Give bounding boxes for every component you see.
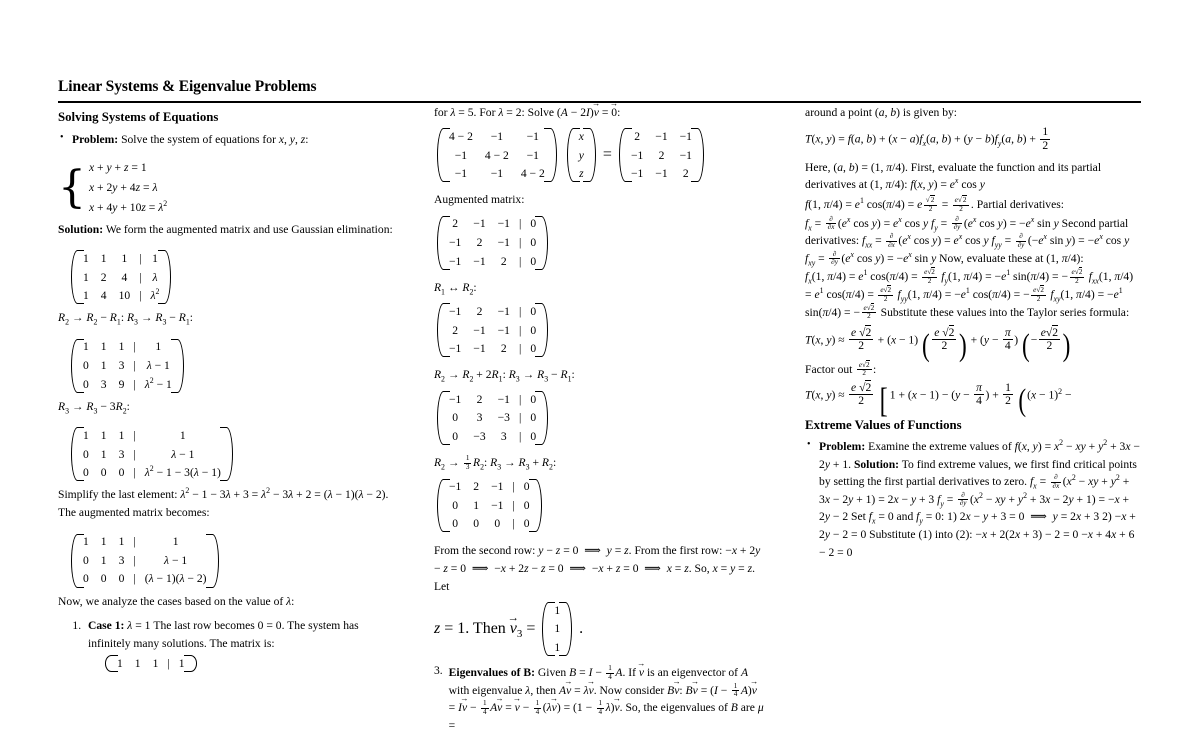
table-row [443,165,551,184]
matrix-cell: 2 [452,217,459,231]
matrix-cell: 2 [476,392,483,406]
table-row [77,570,213,589]
matrix-cell: −1 [448,304,462,318]
table-row [443,215,542,234]
matrix-cell: 2 [476,304,483,318]
table-row [443,321,542,340]
matrix-cell: 0 [452,429,459,443]
list-number: 3. [433,664,443,678]
table-row [443,427,542,446]
matrix-divider: | [518,323,522,337]
matrix-paren-left [434,127,443,183]
matrix-paren-right [542,390,551,446]
matrix-3-wrap [68,422,394,486]
matrix-cell: 1 [118,535,125,549]
taylor-approx-formula: T(x, y) ≈ $\frac{e √2}{2}$ + (x − 1) ( $\frac{e √2}{2}$ ) + (y − $\frac{\pi}{4}$ ) (− $\frac{e√2}{2}$ ) [805,326,1071,364]
matrix-cell: $\lambda^2 - 1 - 3(\lambda - 1)$ [144,464,221,480]
matrix-cell: 1 [100,553,107,567]
case-list [58,617,394,673]
list-item [84,617,394,673]
matrix-divider: | [512,498,515,512]
matrix-divider: | [518,304,522,318]
simplify-paragraph: Simplify the last element: $\lambda^2 - 1 - 3\lambda + 3 = \lambda^2 - 3\lambda + 2 = (\lambda - 1)(\lambda - 2)$. The augmented matrix becomes: [58,486,389,520]
matrix-cell: 0 [118,466,125,480]
list-item [58,131,394,149]
table-row [443,515,536,534]
matrix-cell: −1 [448,342,462,356]
matrix-cell: 0 [530,342,537,356]
problem-bullet-list [58,131,394,149]
matrix-cell: 9 [118,377,125,391]
matrix-cell: 0 [530,304,537,318]
matrix-cell: 1 [134,656,141,670]
matrix-paren-right [178,338,187,394]
table-row [625,127,698,146]
matrix-cell: −1 [655,167,668,181]
matrix-cell: 3 [500,429,507,443]
matrix-cell: 4 − 2 [484,148,509,162]
matrix-paren-left [434,215,443,271]
matrix-cell: −1 [473,254,486,268]
matrix-paren-left [434,478,443,534]
matrix-paren-left [68,249,77,305]
matrix-paren-right [590,127,599,183]
matrix-divider: | [167,656,170,670]
matrix-paren-right [542,215,551,271]
matrix-cell: 1 [117,656,123,670]
matrix-cell: 0 [523,480,530,494]
matrix-cell: −1 [526,129,539,143]
partials-line: $f_x$ = $\frac{\partial}{\partial x}$ ($e^x$ $\cos y) = e^x$ cos y $f_y$ = $\frac{\partial}{\partial y}$ ($e^x$ $\cos y) = -e^x$ sin y Second partial derivatives: $f_{xx}$ = $\frac{\partial}{\partial x}$ ($e^x$ $\cos y) = e^x$ cos y $f_{yy}$ = $\frac{\partial}{\partial y}$ ($-e^x$ $\sin y) = -e^x$ cos y $f_{xy}$ = $\frac{\partial}{\partial y}$ ($e^x$ $\cos y) = -e^x$ sin y Now, evaluate these at (1, π/4): [805,214,1130,268]
matrix-cell: x [578,129,584,143]
matrix-divider: | [133,377,136,391]
table-row [625,146,698,165]
matrix-cell: −1 [454,148,468,162]
table-row [77,533,213,552]
matrix-paren-right [698,127,707,183]
matrix-cell: 2 [500,254,507,268]
matrix-divider: | [133,359,136,373]
solution-text: To find extreme values, we first find critical points by setting the first partial derivatives to zero. $f_x$ = $\frac{\partial}{\partial x}$ ($x^2$ − xy + $y^2 + 3x - 2y + 1) = 2x - y + 3$ $f_y$ = $\frac{\partial}{\partial y}$ ($x^2$ − xy + $y^2 + 3x - 2y + 1) = -x + 2y - 2$ Set $f_x = 0$ and $f_y = 0$: 1) 2x − y + 3 = 0 ⟹ y = 2x + 3 2) −x + 2y − 2 = 0 Substitute (1) into (2): −x + 2(2x + 3) − 2 = 0 −x + 4x + 6 − 2 = 0 [819,457,1137,559]
matrix-cell: −1 [491,480,504,494]
matrix-cell: 0 [118,572,125,586]
matrix-cell: λ − 1 [171,447,195,461]
row-operation-b: $R_2 \to R_2 + 2R_1$: $R_3 \to R_3 - R_1$: [433,368,575,384]
right-column [805,104,1141,652]
matrix-cell: λ [152,270,158,284]
matrix-cell: 0 [452,498,459,512]
matrix-cell: 1 [118,428,125,442]
vector-v3 [539,601,575,657]
matrix-cell: −1 [491,498,504,512]
solve-rows-text: From the second row: y − z = 0 ⟹ y = z. From the first row: −x + 2y − z = 0 ⟹ −x + 2z − z = 0 ⟹ −x + z = 0 ⟹ x = z. So, x = y = z. Let [433,544,761,593]
matrix-cell: 1 [83,289,89,303]
matrix-cell: 2 [100,270,107,284]
matrix-paren-left [564,127,573,183]
matrix-paren-left [616,127,625,183]
matrix-cell: 0 [452,411,459,425]
matrix-cell: 1 [83,535,89,549]
matrix-divider: | [139,270,142,284]
matrix-cell: 0 [530,429,537,443]
factor-out-value: $\frac{e√2}{2}$ [858,360,870,378]
table-row [111,654,191,673]
table-row [625,165,698,184]
matrix-cell: 1 [83,340,89,354]
matrix-cell: 0 [530,411,537,425]
matrix-cell: −1 [497,323,510,337]
matrix-result [616,127,707,183]
row-operation-1: $R_2 \to R_2 - R_1$: $R_3 \to R_3 - R_1$: [58,311,194,327]
matrix-cell: 0 [83,359,89,373]
matrix-paren-left [68,426,77,482]
table-row [77,287,165,306]
matrix-cell: 0 [83,377,89,391]
matrix-divider: | [133,553,136,567]
matrix-cell: 1 [473,498,480,512]
matrix-cell: 3 [118,447,125,461]
table-row [443,146,551,165]
matrix-cell: 2 [658,148,665,162]
matrix-1-wrap [68,245,394,309]
matrix-5-wrap [102,654,394,673]
table-row [77,249,165,268]
eigen-equation-row [434,123,765,187]
matrix-cell: −1 [679,148,692,162]
matrix-cell: −1 [497,392,510,406]
matrix-paren-right [551,127,560,183]
matrix-paren-right [191,654,200,673]
augmented-matrix-1 [68,249,174,305]
eval-line-1: f(1, $\pi/4) = e^1$ cos(π/4) = e $\frac{√2}{2}$ = $\frac{e√2}{2}$ . Partial derivatives: [805,196,1064,213]
matrix-cell: −1 [448,254,462,268]
matrix-cell: 1 [100,251,107,265]
middle-column [433,104,765,733]
matrix-paren-right [165,249,174,305]
matrix-cell: −1 [630,148,644,162]
matrix-divider: | [518,342,522,356]
table-row [443,127,551,146]
matrix-cell: 1 [179,428,186,442]
matrix-cell: −1 [497,304,510,318]
matrix-cell: 2 [476,236,483,250]
matrix-cell: 0 [83,572,89,586]
augmented-matrix-c [434,390,551,446]
case-1-text: λ = 1 The last row becomes 0 = 0. The system has infinitely many solutions. The matrix is: [88,619,359,650]
matrix-cell: λ − 1 [146,359,170,373]
matrix-paren-left [434,390,443,446]
matrix-divider: | [133,572,136,586]
extreme-problem-list [805,438,1141,561]
here-text: Here, (a, b) = (1, π/4). First, evaluate the function and its partial derivatives at (1, π/4): f(x, $y) = e^x$ cos y [805,160,1102,192]
matrix-cell: 0 [494,517,501,531]
matrix-cell: −1 [473,342,486,356]
matrix-cell: λ − 1 [164,553,188,567]
matrix-cell: 3 [118,359,125,373]
matrix-cell: 10 [118,289,131,303]
period: . [579,620,584,638]
augmented-matrix-d [434,478,545,534]
matrix-divider: | [518,429,522,443]
system-equation-2: x + 2y + 4z = λ [89,180,158,194]
matrix-divider: | [518,254,522,268]
problem-text: Solve the system of equations for x, y, z: [121,133,309,147]
matrix-paren-left [434,302,443,358]
matrix-divider: | [512,517,515,531]
table-row [443,409,542,428]
table-row [77,375,178,394]
matrix-paren-left [102,654,111,673]
problem-label: Problem: [819,439,866,453]
matrix-cell: −1 [497,236,510,250]
fraction-one-half: $\frac{1}{2}$ [1042,125,1049,152]
matrix-divider: | [512,480,515,494]
matrix-cell: 4 [121,270,128,284]
matrix-cell: 1 [100,535,107,549]
around-point-text: around a point (a, b) is given by: [805,105,958,119]
table-row [443,252,542,271]
solution-label: Solution: [853,457,900,471]
matrix-cell: 1 [100,447,107,461]
section-heading-extreme-values: Extreme Values of Functions [805,417,962,432]
vector-xyz [564,127,599,183]
table-row [77,464,227,483]
matrix-cell: 3 [476,411,483,425]
matrix-cell: −1 [490,167,504,181]
matrix-4-wrap [68,529,394,593]
matrix-cell: 1 [83,251,89,265]
matrix-divider: | [139,289,142,303]
matrix-cell: 4 − 2 [448,129,473,143]
matrix-cell: 0 [83,447,89,461]
matrix-divider: | [133,447,136,461]
matrix-cell: −3 [497,411,510,425]
matrix-cell: −1 [526,148,539,162]
matrix-cell: 1 [121,251,128,265]
left-column [58,104,394,670]
matrix-cell: −1 [454,167,468,181]
matrix-paren-left [68,338,77,394]
solution-text: We form the augmented matrix and use Gaussian elimination: [105,222,393,236]
table-row [443,496,536,515]
matrix-divider: | [133,340,136,354]
matrix-cell: 4 − 2 [520,167,545,181]
case-1-label: Case 1: [88,619,125,633]
matrix-cell: 0 [530,254,537,268]
taylor-formula: T(x, y) = f(a, $b) + (x - a)f_x(a$, $b) + (y - b)f_y(a$, b) + $\frac{1}{2}$ [805,125,1049,152]
fraction-one-third: $\frac{1}{3}$ [465,453,470,471]
matrix-cell: 2 [452,323,459,337]
table-row [77,426,227,445]
matrix-cell: 1 [100,428,107,442]
matrix-cell: 1 [172,535,179,549]
matrix-cell: 0 [100,572,107,586]
eval-block: $f_x(1$, $\pi/4) = e^1$ cos(π/4) = $\frac{e√2}{2}$ $f_y(1$, $\pi/4) = -e^1$ sin(π/4) = − $\frac{e√2}{2}$ $f_{xx}(1$, $\pi/4) = e^1$ cos(π/4) = $\frac{e√2}{2}$ $f_{yy}(1$, $\pi/4) = -e^1$ cos(π/4) = − $\frac{e√2}{2}$ $f_{xy}(1$, $\pi/4) = -e^1$ sin(π/4) = − $\frac{e√2}{2}$ Substitute these values into the Taylor series formula: [805,268,1134,321]
v3-prefix: z = 1. Then $v \to_3$ = [434,620,535,638]
matrix-divider: | [133,535,136,549]
matrix-cell: 1 [152,251,158,265]
matrix-paren-right [542,302,551,358]
solution-paragraph [58,221,394,239]
matrix-cell: (λ − 1)(λ − 2) [144,572,207,586]
row-operation-2: $R_3 \to R_3 - 3R_2$: [58,399,130,416]
matrix-cell: 1 [83,428,89,442]
matrix-cell: 1 [178,656,185,670]
matrix-cell: 1 [554,641,561,655]
table-row [77,338,178,357]
matrix-cell: −1 [473,323,486,337]
three-column-layout [58,104,1141,733]
matrix-cell: 1 [100,340,107,354]
matrix-paren-right [227,426,236,482]
matrix-divider: | [139,251,142,265]
matrix-paren-right [536,478,545,534]
matrix-cell: 0 [530,323,537,337]
cases-intro: Now, we analyze the cases based on the value of λ: [58,594,295,608]
problem-label: Problem: [72,133,119,147]
matrix-cell: 2 [682,167,689,181]
matrix-cell: z [579,167,584,181]
eigenvalues-b-paragraph [449,664,765,734]
page-title: Linear Systems & Eigenvalue Problems [58,78,1141,103]
matrix-cell: 0 [523,498,530,512]
factor-out-label: Factor out [805,362,853,376]
mid-intro-text: for λ = 5. For λ = 2: Solve (A − 2I)v → = 0 →: [434,104,765,122]
table-row [443,390,542,409]
matrix-cell: 1 [100,359,107,373]
matrix-cell: 1 [554,603,561,617]
eigen-label: Eigenvalues of B: [448,666,535,680]
matrix-cell: −1 [655,129,668,143]
matrix-cell: −1 [448,480,462,494]
matrix-divider: | [133,428,136,442]
matrix-divider: | [518,411,522,425]
matrix-cell: 0 [530,217,537,231]
matrix-cell: 0 [530,392,537,406]
matrix-cell: 0 [83,466,89,480]
matrix-cell: 0 [452,517,459,531]
matrix-divider: | [518,236,522,250]
matrix-paren-left [68,533,77,589]
table-row [443,478,536,497]
vector-v3-row [434,597,765,661]
system-equation-1: x + y + z = 1 [89,160,147,174]
eigen-text: Given B = I − $\frac{1}{4}$ A. If v → is an eigenvector of A with eigenvalue λ, then Av → = λv →. Now consider Bv →: Bv → = (I − $\frac{1}{4}$ A)v → = Iv → − $\frac{1}{4}$ Av → = v → − $\frac{1}{4}$ (λv →) = (1 − $\frac{1}{4}$ λ)v →. So, the eigenvalues of B are μ = [449,666,764,732]
table-row [443,340,542,359]
augmented-matrix-2 [68,338,187,394]
matrix-cell: 1 [152,656,159,670]
matrix-cell: 2 [634,129,641,143]
matrix-cell: 1 [118,340,125,354]
matrix-cell: 2 [500,342,507,356]
matrix-cell: −1 [473,217,486,231]
matrix-cell: y [578,148,584,162]
eigenvalues-b-item [434,664,765,734]
matrix-cell: 0 [100,466,107,480]
augmented-matrix-3 [68,426,236,482]
matrix-cell: 0 [523,517,530,531]
matrix-divider: | [133,466,136,480]
section-heading-solving-systems: Solving Systems of Equations [58,109,219,124]
matrix-paren-right [566,601,575,657]
matrix-cell: 3 [100,377,107,391]
equals-sign: = [602,146,612,164]
matrix-cell: 1 [554,622,561,636]
left-brace: { [58,161,86,213]
matrix-cell: −1 [497,217,510,231]
matrix-cell: −1 [448,236,462,250]
matrix-divider: | [518,392,522,406]
matrix-A-minus-2I [434,127,560,183]
matrix-cell: −1 [490,129,504,143]
list-item [805,438,1141,561]
matrix-cell: −3 [473,429,486,443]
row-operation-a: $R_1$ ↔ $R_2$: [433,280,477,297]
problem-text: Examine the extreme values of f(x, $y) = x^2$ − xy + $y^2 + 3x - 2y + 1$. [819,438,1140,471]
table-row [77,357,178,376]
matrix-cell: 2 [473,480,480,494]
table-row [77,445,227,464]
matrix-cell: 0 [83,553,89,567]
table-row [77,268,165,287]
matrix-cell: 0 [530,236,537,250]
augmented-matrix-4 [68,533,222,589]
equation-system [58,158,167,218]
matrix-cell: $\lambda^2 - 1$ [144,375,172,391]
matrix-cell: 3 [118,553,125,567]
augmented-matrix-a [434,215,551,271]
factored-formula: T(x, y) ≈ $\frac{e √2}{2}$ [ 1 + (x − 1) − (y − $\frac{\pi}{4}$ ) + $\frac{1}{2}$ ($(x - 1)^2$ − [805,381,1072,421]
row-operation-c: $R_2$ → $\frac{1}{3}$ $R_2$: $R_3 \to R_3 + R_2$: [433,453,557,472]
augmented-matrix-5-clipped [102,654,200,673]
matrix-cell: 0 [473,517,480,531]
table-row [443,302,542,321]
matrix-cell: 1 [155,340,162,354]
system-equation-3: $x + 4y + 10z = \lambda^2$ [89,199,168,214]
table-row [77,551,213,570]
matrix-cell: −1 [679,129,692,143]
solution-label: Solution: [58,222,104,236]
matrix-divider: | [518,217,522,231]
matrix-paren-right [213,533,222,589]
augmented-matrix-b [434,302,551,358]
table-row [443,234,542,253]
matrix-cell: 4 [100,289,107,303]
matrix-cell: −1 [448,392,462,406]
matrix-cell: $\lambda^2$ [150,287,160,303]
augmented-label: Augmented matrix: [433,193,525,207]
matrix-paren-left [539,601,548,657]
factor-out-line: Factor out $\frac{e√2}{2}$ : [805,360,877,378]
matrix-2-wrap [68,334,394,398]
matrix-cell: 1 [83,270,89,284]
matrix-cell: −1 [630,167,644,181]
